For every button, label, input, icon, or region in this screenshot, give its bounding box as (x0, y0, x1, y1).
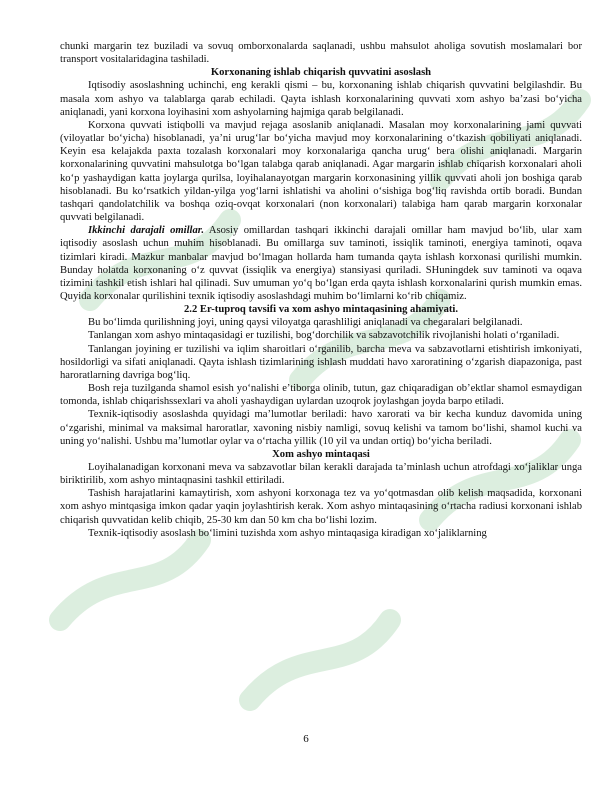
page-number: 6 (303, 733, 309, 745)
body-paragraph: Texnik-iqtisodiy asoslashda quyidagi ma’lumotlar beriladi: havo xarorati va bir kecha kunduz davomida uning o‘zgarishi, minimal va maksimal haroratlar, xavoning nisbiy namligi, sovuq kelishi va tamom bo‘lishi, shamol kuchi va uning yo‘nalishi. Ushbu ma’lumotlar oylar va o‘rtacha yillik (10 yil va undan ortiq) bo‘yicha beriladi. (60, 409, 582, 447)
body-paragraph: Texnik-iqtisodiy asoslash bo‘limini tuzishda xom ashyo mintaqasiga kiradigan xo‘jaliklarning (88, 527, 487, 539)
body-paragraph: Loyihalanadigan korxonani meva va sabzavotlar bilan kerakli darajada ta’minlash uchun atrofdagi xo‘jaliklar unga biriktirilib, xom ashyo mintaqnasini tashkil ettiriladi. (60, 462, 582, 487)
body-paragraph: Korxona quvvati istiqbolli va mavjud rejaga asoslanib aniqlanadi. Masalan moy korxonalarining jami quvvati (viloyatlar bo‘yicha) hisoblanadi, ya’ni urug‘lar bo‘yicha mavjud moy korxonalarining o‘tkazish qobiliyati aniqlanadi. Keyin esa kelajakda paxta tozalash korxonalari moy korxonalariga qancha urug‘ bera olishi aniqlanadi. Margarin korxonalarining quvvatini mahsulotga bo‘lgan talabga qarab aniqlanadi. Agar margarin ishlab chiqarish korxonalari aholi ko‘p yashaydigan katta joylarga qurilsa, loyihalanayotgan margarin korxonasining yillik quvvati aholi jon boshiga qarab hisoblanadi. Bu ko‘rsatkich yildan-yilga yog‘larni ishlatishi va aholini o‘sishiga bog‘liq ravishda ortib boradi. Bundan tashqari qandolatchilik va boshqa oziq-ovqat korxonalari (non korxonalari) talabiga ham qarab margarin korxonalar quvvati belgilanadi. (60, 119, 582, 224)
body-paragraph: Tashish harajatlarini kamaytirish, xom ashyoni korxonaga tez va yo‘qotmasdan olib kelish maqsadida, korxonani xom ashyo mintqasiga imkon qadar yaqin joylashtirish kerak. Xom ashyo mintaqasining o‘rtacha radiusi korxonani ishlab chiqarish quvvatidan kelib chiqib, 25-30 km dan 50 km cha bo‘lishi lozim. (60, 488, 582, 526)
body-paragraph: chunki margarin tez buziladi va sovuq omborxonalarda saqlanadi, ushbu mahsulot aholiga sovutish moslamalari bor transport vositalaridagina tashiladi. (60, 41, 582, 66)
section-heading: 2.2 Er-tuproq tavsifi va xom ashyo mintaqasining ahamiyati. (184, 304, 458, 316)
body-paragraph: Iqtisodiy asoslashning uchinchi, eng kerakli qismi – bu, korxonaning ishlab chiqarish quvvatini belgilashdir. Bu masala xom ashyo va talablarga qarab echiladi. Qayta ishlash korxonalarining quvvati xom ashyo ba’zasi bo‘yicha aniqlanadi, yani korxona loyihasini xom ashyolarning hajmiga qarab belgilanadi. (60, 80, 582, 118)
body-paragraph: Tanlangan xom ashyo mintaqasidagi er tuzilishi, bog‘dorchilik va sabzavotchilik rivojlanishi holati o‘rganiladi. (88, 330, 560, 342)
body-paragraph (60, 224, 582, 303)
paragraph-lead-in: Ikkinchi darajali omillar. (88, 225, 204, 237)
body-paragraph: Bosh reja tuzilganda shamol esish yo‘nalishi e’tiborga olinib, tutun, gaz chiqaradigan ob’ektlar shamol esmaydigan tomonda, ishlab chiqarishssexlari va aholi yashaydigan uylardan uzoqrok joylashgan joyda barpo etiladi. (60, 383, 582, 408)
document-page (60, 40, 582, 540)
section-heading: Korxonaning ishlab chiqarish quvvatini asoslash (210, 67, 432, 79)
body-paragraph: Tanlangan joyining er tuzilishi va iqlim sharoitlari o‘rganilib, barcha meva va sabzavotlarni etishtirish imkoniyati, hosildorligi va sifati aniqlanadi. Qayta ishlash tizimlarining ishlash muddati havo xaroratining o‘zgarish diapazoniga, past haroratlarning davriga bog‘liq. (60, 343, 582, 381)
body-paragraph: Bu bo‘limda qurilishning joyi, uning qaysi viloyatga qarashliligi aniqlanadi va chegaralari belgilanadi. (88, 317, 523, 329)
section-heading: Xom ashyo mintaqasi (272, 448, 370, 460)
paragraph-text: Asosiy omillardan tashqari ikkinchi darajali omillar ham mavjud bo‘lib, ular xam iqtisodiy asoslash uchun muhim hisoblanadi. Bu omillarga suv taminoti, issiqlik taminoti, energiya taminoti, oqava tizimlari kiradi. Mazkur manbalar mavjud bo‘lmagan hollarda ham tumanda qayta ishlash korxonasi qurilishi mumkin. Bunday holatda korxonaning o‘z quvvat (issiqlik va energiya) stansiyasi quriladi. SHuningdek suv taminoti va oqava tizimini tashkil etish ishlari hal qilinadi. Suv umuman yo‘q bo‘lgan erda qayta ishlash korxonalarini qurish mumkin emas. Quyida korxonalar qurilishini texnik iqtisodiy asoslashdagi muhim bo‘limlarni ko‘rib chiqamiz. (60, 225, 582, 302)
